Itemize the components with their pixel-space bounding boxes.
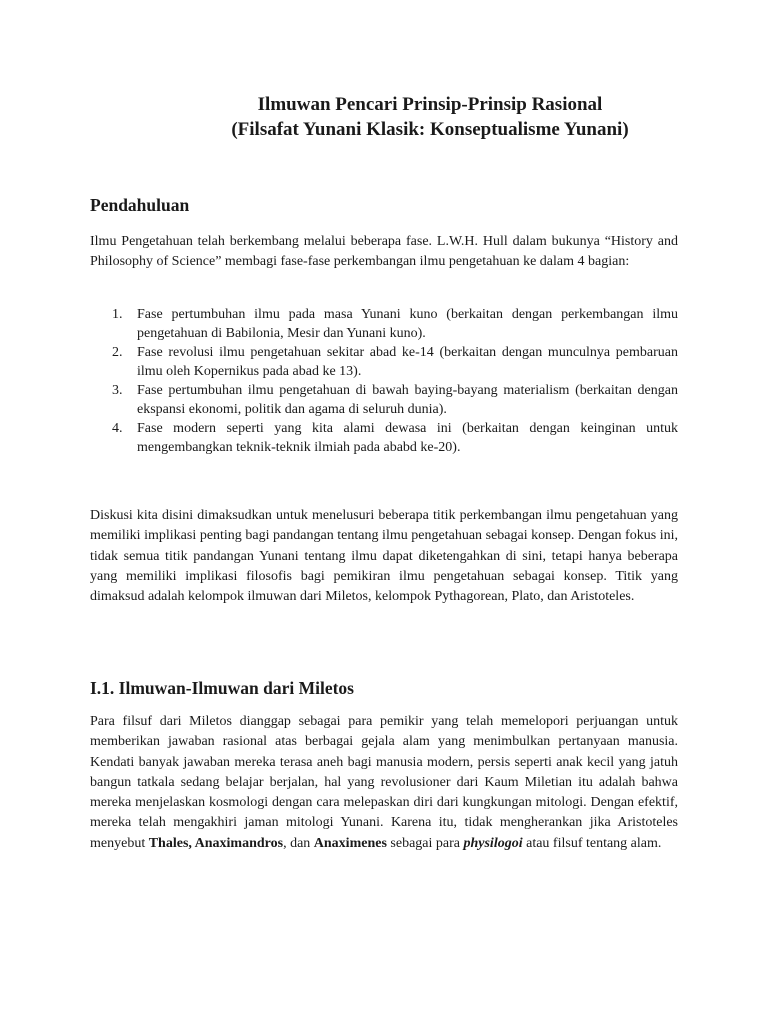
discussion-paragraph: Diskusi kita disini dimaksudkan untuk menelusuri beberapa titik perkembangan ilmu pengetahuan yang memiliki implikasi penting bagi pandangan tentang ilmu pengetahuan sebagai konsep. Dengan fokus ini, tidak semua titik pandangan Yunani tentang ilmu dapat diketengahkan di sini, tetapi hanya beberapa yang memiliki implikasi filosofis bagi pemikiran ilmu pengetahuan sebagai konsep. Titik yang dimaksud adalah kelompok ilmuwan dari Miletos, kelompok Pythagorean, Plato, dan Aristoteles. [90,508,678,605]
section-1-text-connector: , dan [283,835,314,851]
heading-section-1: I.1. Ilmuwan-Ilmuwan dari Miletos [90,678,354,698]
list-item [90,305,678,343]
list-text: Fase pertumbuhan ilmu pada masa Yunani kuno (berkaitan dengan perkembangan ilmu pengetahuan di Babilonia, Mesir dan Yunani kuno). [137,307,678,341]
name-anaximenes: Anaximenes [313,835,387,851]
phase-list [90,305,678,457]
title-line-2: (Filsafat Yunani Klasik: Konseptualisme Yunani) [231,119,629,140]
list-item [90,343,678,381]
list-number: 4. [112,421,123,436]
list-text: Fase modern seperti yang kita alami dewasa ini (berkaitan dengan keinginan untuk mengembangkan teknik-teknik ilmiah pada ababd ke-20). [137,421,678,455]
list-text: Fase revolusi ilmu pengetahuan sekitar abad ke-14 (berkaitan dengan munculnya pembaruan ilmu oleh Kopernikus pada abad ke 13). [137,345,678,379]
section-1-text-connector-2: sebagai para [386,835,464,851]
names-thales-anaximandros: Thales, Anaximandros [148,835,284,851]
list-text: Fase pertumbuhan ilmu pengetahuan di bawah baying-bayang materialism (berkaitan dengan ekspansi ekonomi, politik dan agama di seluruh dunia). [137,383,678,417]
document-title [0,92,768,142]
section-1-paragraph [90,712,678,854]
list-number: 3. [112,383,123,398]
intro-paragraph: Ilmu Pengetahuan telah berkembang melalui beberapa fase. L.W.H. Hull dalam bukunya “History and Philosophy of Science” membagi fase-fase perkembangan ilmu pengetahuan ke dalam 4 bagian: [90,234,678,270]
title-line-1: Ilmuwan Pencari Prinsip-Prinsip Rasional [257,94,603,115]
list-number: 1. [112,307,123,322]
heading-pendahuluan: Pendahuluan [90,195,190,215]
list-item [90,381,678,419]
section-1-text: Para filsuf dari Miletos dianggap sebagai para pemikir yang telah memelopori perjuangan untuk memberikan jawaban rasional atas berbagai gejala alam yang menimbulkan pertanyaan manusia. Kendati banyak jawaban mereka terasa aneh bagi manusia modern, persis seperti anak kecil yang jatuh bangun tatkala sedang belajar berjalan, hal yang revolusioner dari Kaum Miletian itu adalah bahwa mereka menjelaskan kosmologi dengan cara melepaskan diri dari kungkungan mitologi. Dengan efektif, mereka telah mengakhiri jaman mitologi Yunani. Karena itu, tidak mengherankan jika Aristoteles menyebut [90,714,678,851]
term-physilogoi: physilogoi [463,835,523,851]
list-item [90,419,678,457]
list-number: 2. [112,345,123,360]
section-1-text-end: atau filsuf tentang alam. [522,835,662,851]
